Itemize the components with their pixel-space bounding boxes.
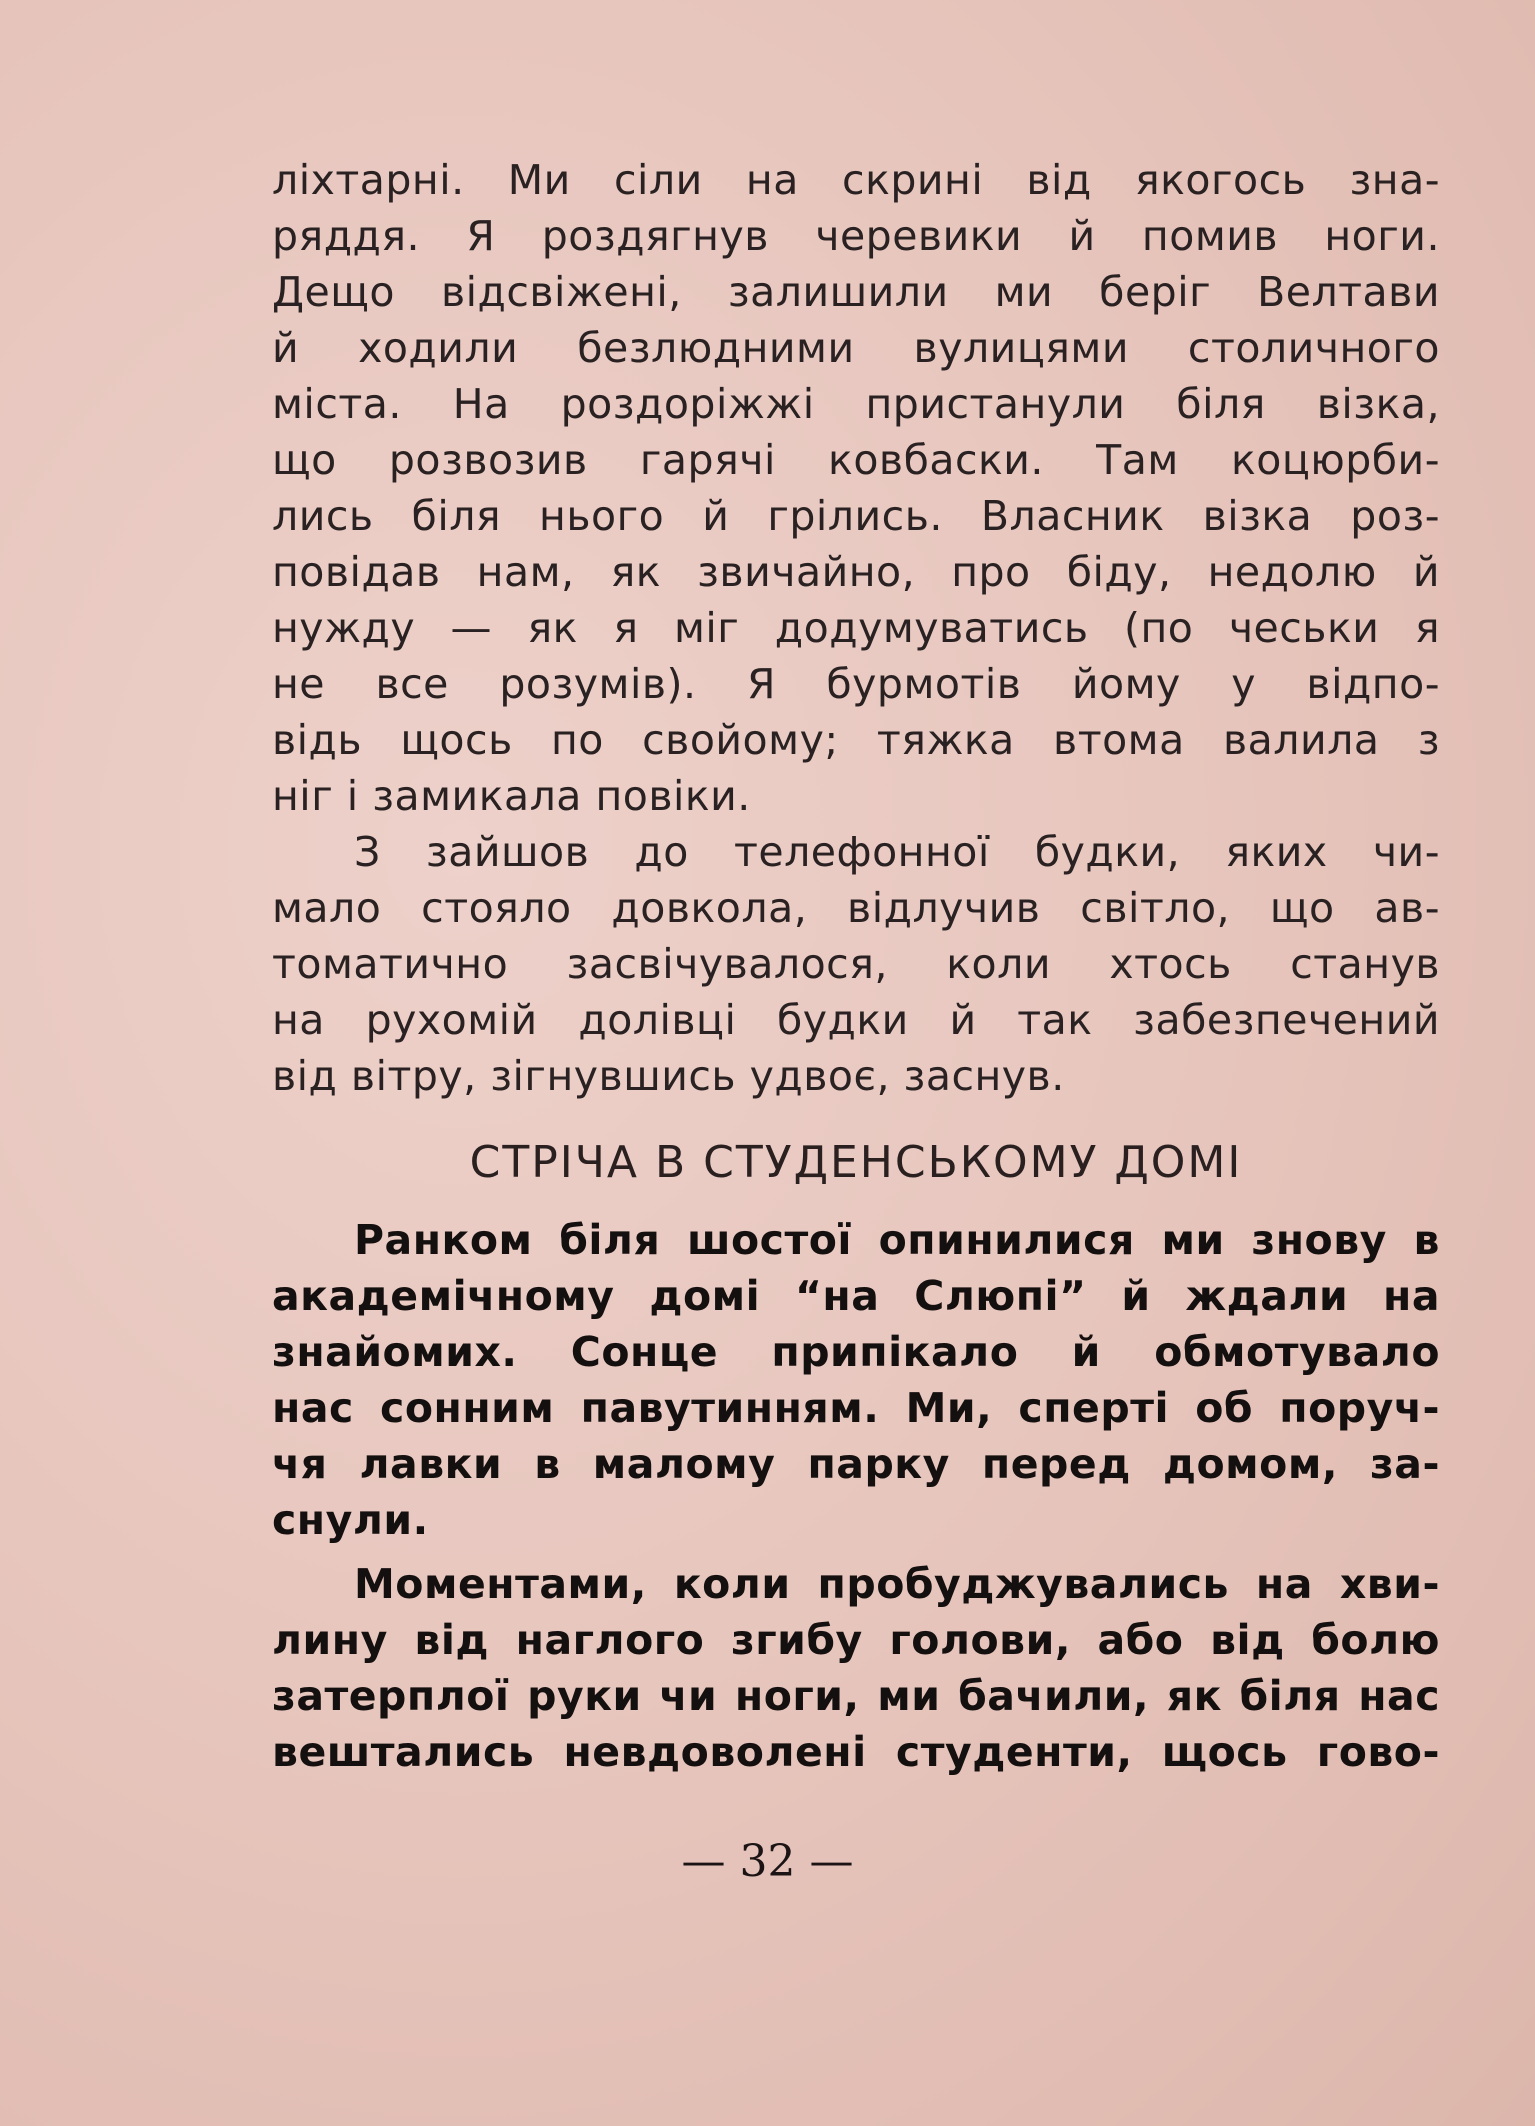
text-line: вештались невдоволені студенти, щось гово- xyxy=(272,1728,1440,1776)
text-line: відь щось по свойому; тяжка втома валила з xyxy=(272,716,1440,764)
text-line: Дещо відсвіжені, залишили ми беріг Велтави xyxy=(272,268,1440,316)
text-line: нас сонним павутинням. Ми, сперті об поруч- xyxy=(272,1384,1440,1432)
text-line: знайомих. Сонце припікало й обмотувало xyxy=(272,1328,1440,1376)
paragraph xyxy=(272,1556,1440,1780)
text-line: чя лавки в малому парку перед домом, за- xyxy=(272,1440,1440,1488)
text-line: академічному домі “на Слюпі” й ждали на xyxy=(272,1272,1440,1320)
text-line: не все розумів). Я бурмотів йому у відпо- xyxy=(272,660,1440,708)
text-block-bottom xyxy=(272,1212,1440,1780)
text-line: й ходили безлюдними вулицями столичного xyxy=(272,324,1440,372)
text-line: лись біля нього й грілись. Власник візка роз- xyxy=(272,492,1440,540)
text-line: що розвозив гарячі ковбаски. Там коцюрби- xyxy=(272,436,1440,484)
text-line: снули. xyxy=(272,1496,429,1544)
text-line: З зайшов до телефонної будки, яких чи- xyxy=(354,828,1440,876)
text-line: повідав нам, як звичайно, про біду, недолю й xyxy=(272,548,1440,596)
text-line: міста. На роздоріжжі пристанули біля візка, xyxy=(272,380,1440,428)
section-heading: СТРІЧА В СТУДЕНСЬКОМУ ДОМІ xyxy=(469,1137,1243,1188)
text-line: затерплої руки чи ноги, ми бачили, як біля нас xyxy=(272,1672,1440,1720)
text-line: Моментами, коли пробуджувались на хви- xyxy=(354,1560,1440,1608)
page-number: — 32 — xyxy=(681,1836,854,1887)
text-line: ряддя. Я роздягнув черевики й помив ноги. xyxy=(272,212,1440,260)
text-line: від вітру, зігнувшись удвоє, заснув. xyxy=(272,1052,1065,1100)
paragraph xyxy=(272,824,1440,1104)
text-line: мало стояло довкола, відлучив світло, що ав- xyxy=(272,884,1440,932)
text-line: нужду — як я міг додумуватись (по чеськи я xyxy=(272,604,1440,652)
text-block-top xyxy=(272,152,1440,1104)
paragraph xyxy=(272,1212,1440,1548)
paragraph xyxy=(272,152,1440,824)
text-line: ліхтарні. Ми сіли на скрині від якогось зна- xyxy=(272,156,1440,204)
text-line: ніг і замикала повіки. xyxy=(272,772,751,820)
text-line: Ранком біля шостої опинилися ми знову в xyxy=(354,1216,1440,1264)
text-line: томатично засвічувалося, коли хтось станув xyxy=(272,940,1440,988)
text-line: на рухомій долівці будки й так забезпечений xyxy=(272,996,1440,1044)
text-line: лину від наглого згибу голови, або від болю xyxy=(272,1616,1440,1664)
